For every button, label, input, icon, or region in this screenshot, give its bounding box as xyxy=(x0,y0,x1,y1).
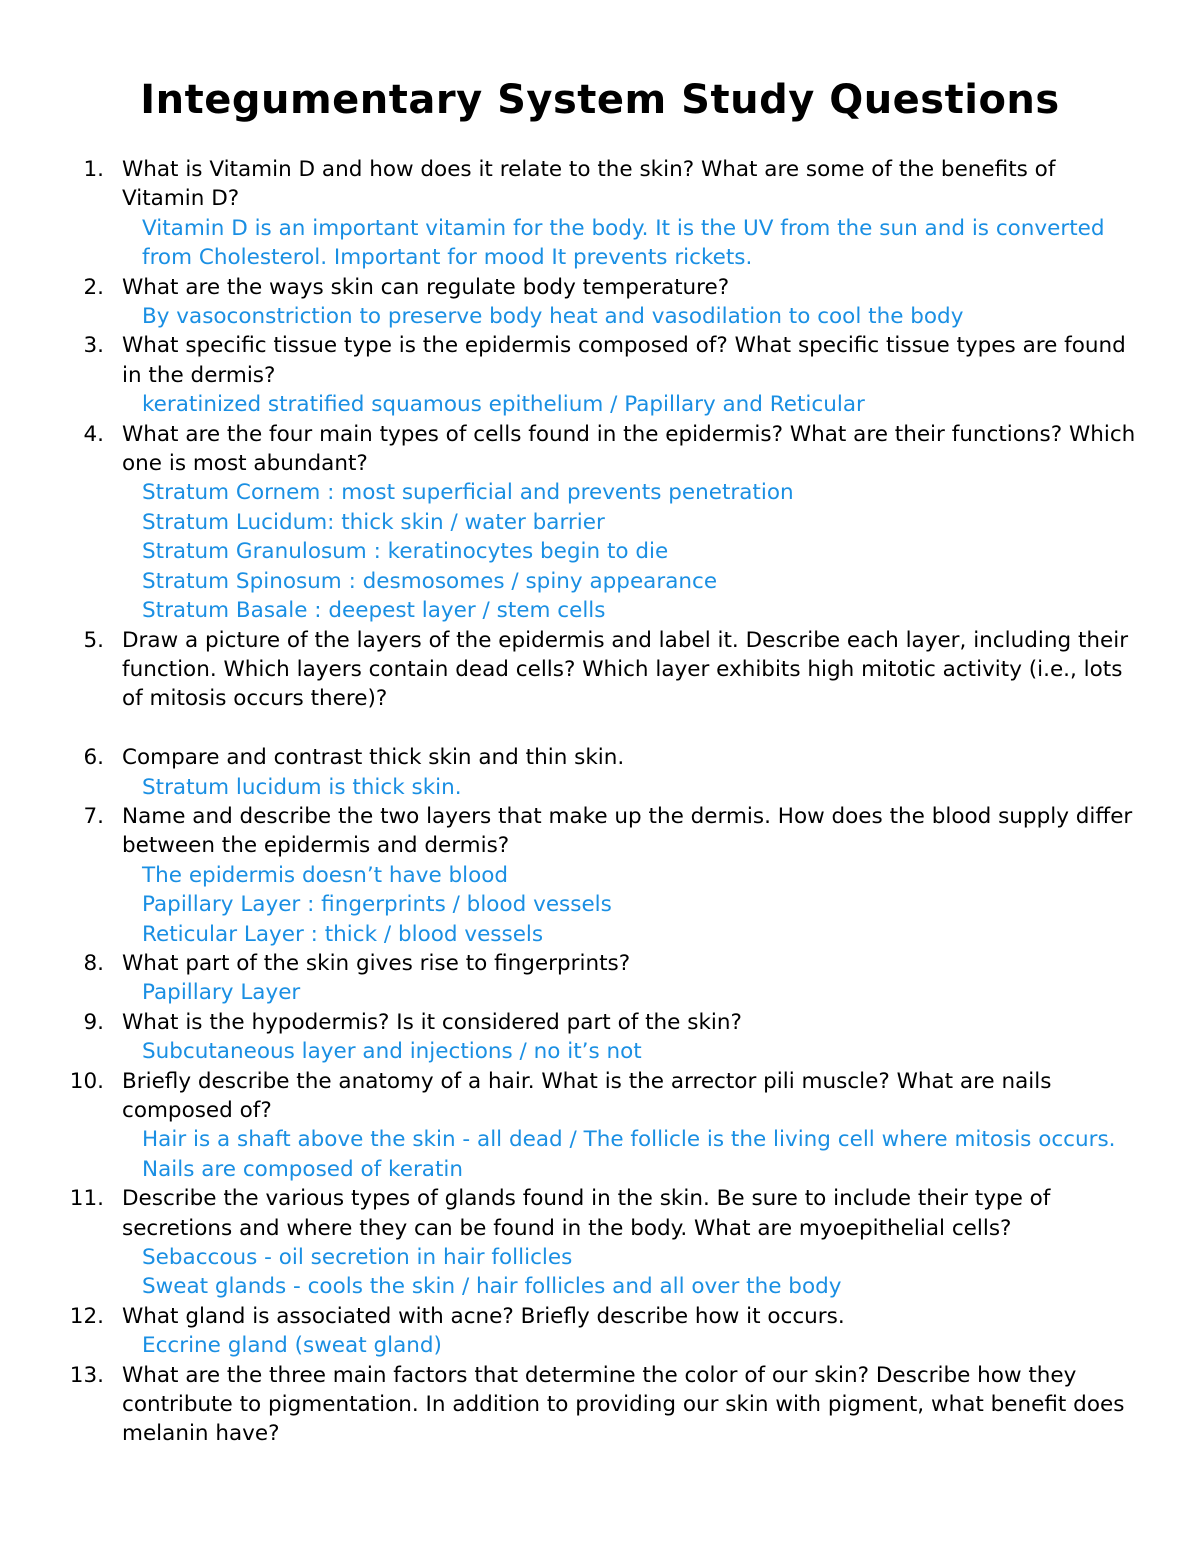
answer-text: Stratum Granulosum : keratinocytes begin to die xyxy=(142,539,669,565)
question-text: What are the ways skin can regulate body temperature? xyxy=(122,274,730,300)
question-number: 12. xyxy=(69,1303,104,1329)
question-text: What specific tissue type is the epidermis composed of? What specific tissue types are found in the dermis? xyxy=(122,333,1126,388)
question-text: What are the four main types of cells found in the epidermis? What are their functions? Which one is most abundant? xyxy=(122,421,1136,477)
answer-text: The epidermis doesn’t have blood xyxy=(142,862,509,888)
question-text: Name and describe the two layers that make up the dermis. How does the blood supply differ between the epidermis and dermis? xyxy=(122,803,1133,859)
question-text: What is Vitamin D and how does it relate to the skin? What are some of the benefits of Vitamin D? xyxy=(122,157,1056,212)
question-number: 10. xyxy=(69,1068,104,1094)
answer-text: Papillary Layer xyxy=(142,980,301,1006)
answer-blank-space xyxy=(122,714,1140,743)
question-item xyxy=(0,273,1200,332)
question-number: 4. xyxy=(83,421,104,447)
answer-text: Hair is a shaft above the skin - all dead / The follicle is the living cell where mitosis occurs. Nails are composed of keratin xyxy=(142,1127,1116,1182)
question-number: 6. xyxy=(83,745,104,771)
page-title: Integumentary System Study Questions xyxy=(140,77,1060,123)
question-number: 5. xyxy=(83,627,104,653)
question-number: 8. xyxy=(83,950,104,976)
question-text: Describe the various types of glands found in the skin. Be sure to include their type of secretions and where they can be found in the body. What are myoepithelial cells? xyxy=(122,1186,1051,1241)
answer-text: Subcutaneous layer and injections / no it’s not xyxy=(142,1039,642,1065)
answer-text: Sweat glands - cools the skin / hair follicles and all over the body xyxy=(142,1274,842,1300)
question-number: 11. xyxy=(69,1186,104,1212)
answer-text: Stratum Cornem : most superficial and prevents penetration xyxy=(142,480,794,506)
question-item xyxy=(0,331,1200,419)
question-number: 7. xyxy=(83,803,104,829)
question-item xyxy=(0,1361,1200,1449)
question-item xyxy=(0,1008,1200,1067)
question-text: Compare and contrast thick skin and thin skin. xyxy=(122,745,625,771)
question-text: What gland is associated with acne? Briefly describe how it occurs. xyxy=(122,1303,845,1329)
answer-text: Sebaccous - oil secretion in hair follicles xyxy=(142,1245,573,1271)
answer-text: Stratum Basale : deepest layer / stem cells xyxy=(142,598,606,624)
question-text: What are the three main factors that determine the color of our skin? Describe how they contribute to pigmentation. In addition to providing our skin with pigment, what benefit does melanin have? xyxy=(122,1362,1125,1447)
question-item xyxy=(0,1184,1200,1302)
answer-text: Stratum Lucidum: thick skin / water barrier xyxy=(142,509,605,535)
question-item xyxy=(0,1302,1200,1361)
answer-text: Papillary Layer : fingerprints / blood vessels xyxy=(142,892,612,918)
question-number: 13. xyxy=(69,1362,104,1388)
question-number: 2. xyxy=(83,274,104,300)
question-item xyxy=(0,1067,1200,1185)
answer-text: Vitamin D is an important vitamin for the body. It is the UV from the sun and is converted from Cholesterol. Important for mood It prevents rickets. xyxy=(142,215,1105,271)
answer-text: keratinized stratified squamous epithelium / Papillary and Reticular xyxy=(142,392,865,418)
question-item xyxy=(0,420,1200,626)
question-number: 3. xyxy=(83,333,104,359)
question-number: 1. xyxy=(83,157,104,182)
question-number: 9. xyxy=(83,1009,104,1035)
question-item xyxy=(0,626,1200,744)
question-item xyxy=(0,802,1200,949)
answer-text: Stratum Spinosum : desmosomes / spiny appearance xyxy=(142,568,718,594)
question-text: What is the hypodermis? Is it considered part of the skin? xyxy=(122,1009,742,1035)
question-item xyxy=(0,949,1200,1008)
answer-text: Reticular Layer : thick / blood vessels xyxy=(142,921,544,947)
question-text: What part of the skin gives rise to fingerprints? xyxy=(122,950,631,976)
answer-text: Eccrine gland (sweat gland) xyxy=(142,1333,442,1359)
answer-text: By vasoconstriction to preserve body heat and vasodilation to cool the body xyxy=(142,304,964,330)
question-text: Briefly describe the anatomy of a hair. What is the arrector pili muscle? What are nails composed of? xyxy=(122,1068,1052,1123)
question-item xyxy=(0,743,1200,802)
question-text: Draw a picture of the layers of the epidermis and label it. Describe each layer, including their function. Which layers contain dead cells? Which layer exhibits high mitotic activity (i.e., lots of mitosis occurs there)? xyxy=(122,627,1129,712)
question-list xyxy=(0,155,1200,1449)
answer-text: Stratum lucidum is thick skin. xyxy=(142,774,462,800)
question-item xyxy=(0,155,1200,273)
